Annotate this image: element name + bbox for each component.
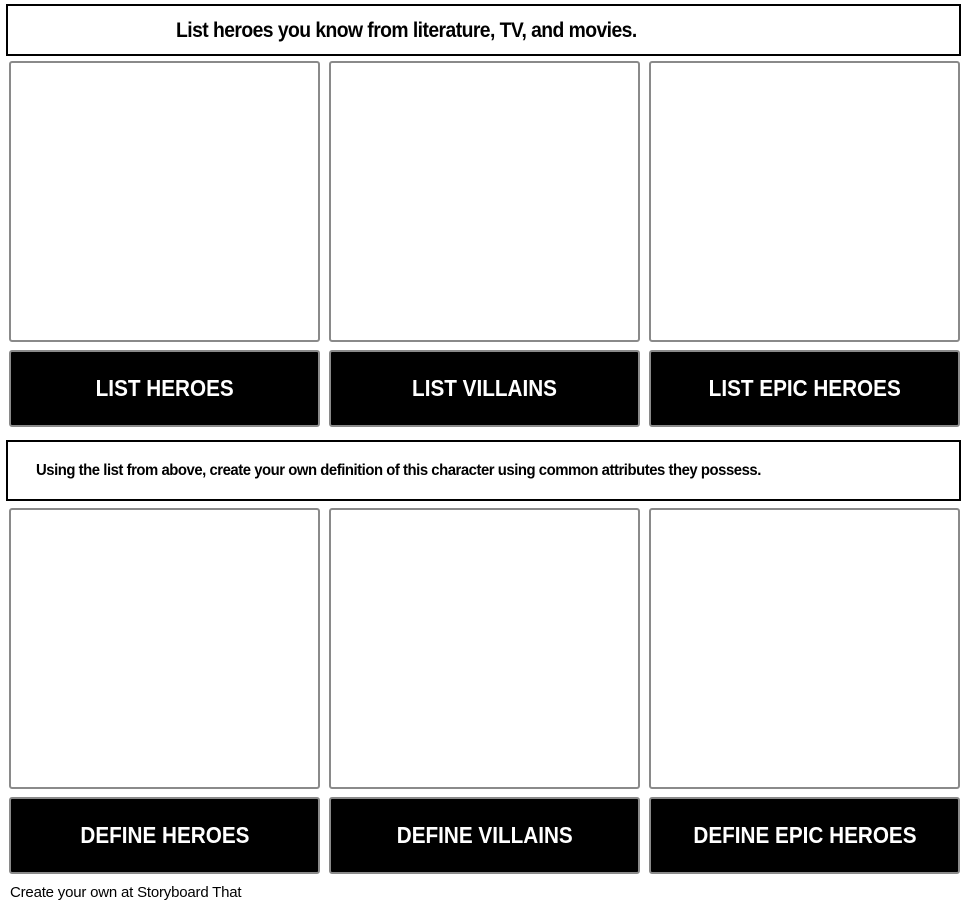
footer-credit[interactable]: Create your own at Storyboard That — [10, 884, 242, 901]
row1-label-text: LIST VILLAINS — [412, 375, 557, 401]
row2-instruction-box — [6, 440, 961, 501]
row1-label-text: LIST EPIC HEROES — [708, 375, 901, 401]
row1-label-list-epic-heroes[interactable] — [649, 350, 960, 427]
row2-cell-1[interactable] — [9, 508, 320, 789]
row2-instruction-text: Using the list from above, create your own definition of this character using common attributes they possess. — [36, 462, 761, 479]
row1-instruction-box — [6, 4, 961, 56]
row2-cell-2[interactable] — [329, 508, 640, 789]
row1-cell-3[interactable] — [649, 61, 960, 342]
row2-label-text: DEFINE HEROES — [79, 822, 250, 848]
row2-label-text: DEFINE VILLAINS — [396, 822, 573, 848]
row2-label-text: DEFINE EPIC HEROES — [692, 822, 917, 848]
row1-label-list-villains[interactable] — [329, 350, 640, 427]
row1-cell-2[interactable] — [329, 61, 640, 342]
row2-label-define-heroes[interactable] — [9, 797, 320, 874]
row1-label-list-heroes[interactable] — [9, 350, 320, 427]
row2-label-define-villains[interactable] — [329, 797, 640, 874]
row2-label-define-epic-heroes[interactable] — [649, 797, 960, 874]
row1-label-text: LIST HEROES — [95, 375, 234, 401]
row1-instruction-text: List heroes you know from literature, TV, and movies. — [176, 19, 637, 42]
row1-cell-1[interactable] — [9, 61, 320, 342]
row2-cell-3[interactable] — [649, 508, 960, 789]
